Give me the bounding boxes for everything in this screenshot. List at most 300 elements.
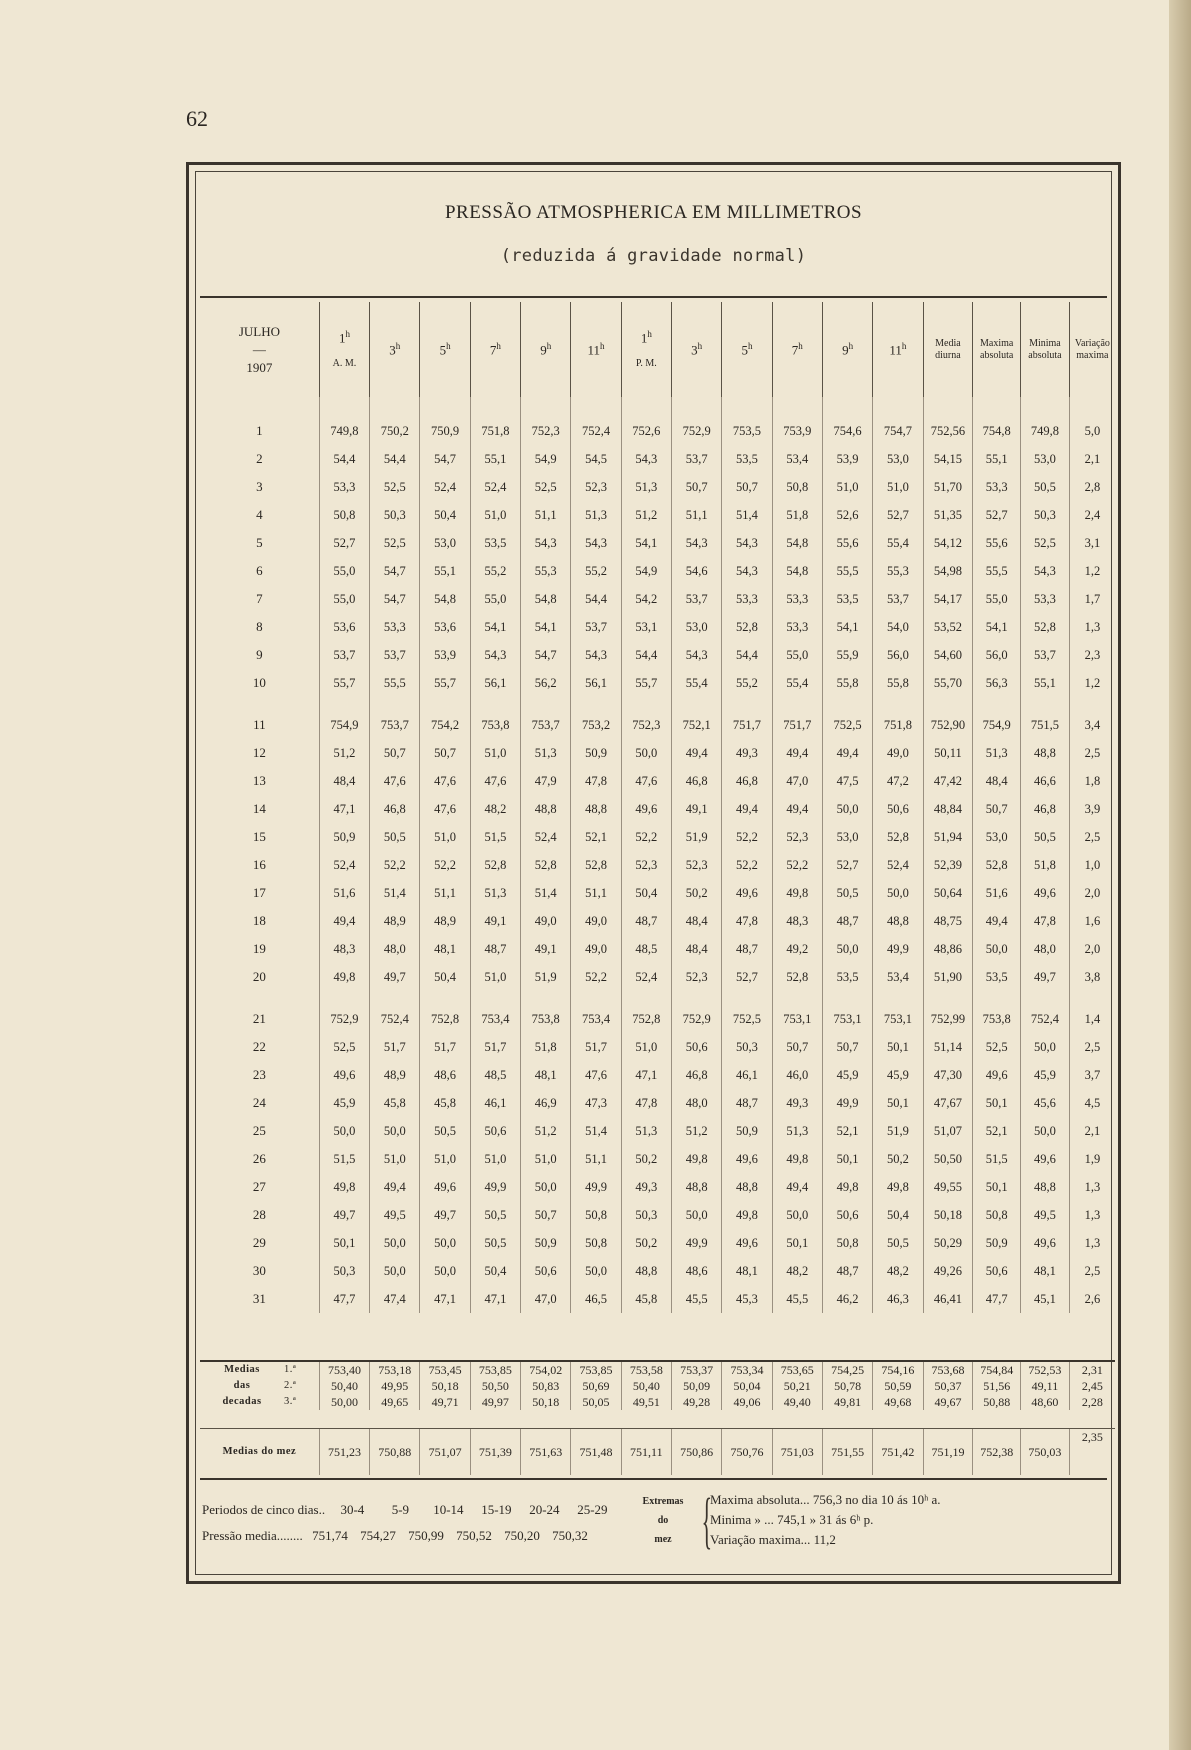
value-cell: 54,3 <box>722 529 772 557</box>
decade-number: 3.ª <box>284 1396 297 1407</box>
value-cell: 52,2 <box>370 851 420 879</box>
value-cell: 49,8 <box>822 1173 872 1201</box>
media-header-label: Media diurna <box>935 337 961 361</box>
value-cell: 53,9 <box>420 641 470 669</box>
decade-label-word: decadas <box>222 1396 262 1407</box>
decade-label-word: Medias <box>224 1364 260 1375</box>
decade-means-body <box>200 1362 1115 1410</box>
value-cell: 49,6 <box>420 1173 470 1201</box>
day-row <box>200 529 1115 557</box>
hour-label: 11 <box>889 342 902 358</box>
day-cell: 25 <box>252 1123 266 1138</box>
hour-suffix: h <box>496 340 501 351</box>
value-cell: 50,2 <box>621 1229 671 1257</box>
period-value: 5-9 <box>391 1502 410 1517</box>
value-cell: 48,4 <box>973 767 1021 795</box>
decade-value-cell: 50,88 <box>973 1394 1021 1410</box>
value-cell: 52,5 <box>1021 529 1070 557</box>
pressure-table <box>200 302 1115 1313</box>
value-cell: 49,6 <box>722 879 772 907</box>
hour-header <box>319 302 369 397</box>
value-cell: 54,60 <box>923 641 973 669</box>
day-cell: 3 <box>256 479 263 494</box>
decade-value-cell: 49,51 <box>621 1394 671 1410</box>
value-cell: 50,6 <box>521 1257 571 1285</box>
value-cell: 50,0 <box>671 1201 721 1229</box>
value-cell: 3,7 <box>1069 1061 1115 1089</box>
hour-header <box>873 302 923 397</box>
value-cell: 51,5 <box>470 823 520 851</box>
value-cell: 50,4 <box>873 1201 923 1229</box>
value-cell: 46,8 <box>671 767 721 795</box>
value-cell: 752,4 <box>1021 991 1070 1033</box>
day-row <box>200 935 1115 963</box>
month-mean-cell: 751,07 <box>420 1429 470 1475</box>
value-cell: 45,1 <box>1021 1285 1070 1313</box>
decade-value-cell: 49,67 <box>923 1394 973 1410</box>
value-cell: 51,9 <box>521 963 571 991</box>
value-cell: 5,0 <box>1069 397 1115 445</box>
day-cell: 29 <box>252 1235 266 1250</box>
value-cell: 47,67 <box>923 1089 973 1117</box>
pressure-value: 750,20 <box>504 1528 540 1543</box>
value-cell: 51,0 <box>420 1145 470 1173</box>
value-cell: 53,4 <box>772 445 822 473</box>
hour-label: 9 <box>842 342 849 358</box>
value-cell: 49,7 <box>370 963 420 991</box>
value-cell: 49,9 <box>822 1089 872 1117</box>
month-means-row <box>200 1429 1115 1475</box>
value-cell: 50,0 <box>822 795 872 823</box>
month-label: JULHO <box>238 323 280 339</box>
value-cell: 53,0 <box>1021 445 1070 473</box>
value-cell: 50,4 <box>420 501 470 529</box>
value-cell: 52,5 <box>370 529 420 557</box>
extremes-brace: { <box>701 1487 713 1555</box>
value-cell: 47,30 <box>923 1061 973 1089</box>
value-cell: 49,1 <box>521 935 571 963</box>
value-cell: 53,6 <box>319 613 369 641</box>
value-cell: 48,1 <box>722 1257 772 1285</box>
value-cell: 752,3 <box>621 697 671 739</box>
value-cell: 50,18 <box>923 1201 973 1229</box>
value-cell: 47,1 <box>319 795 369 823</box>
value-cell: 752,8 <box>621 991 671 1033</box>
decade-value-cell: 50,40 <box>319 1378 369 1394</box>
value-cell: 53,7 <box>1021 641 1070 669</box>
value-cell: 48,8 <box>571 795 621 823</box>
value-cell: 49,4 <box>370 1173 420 1201</box>
value-cell: 50,2 <box>873 1145 923 1173</box>
value-cell: 53,3 <box>319 473 369 501</box>
value-cell: 54,8 <box>772 557 822 585</box>
month-mean-cell: 750,86 <box>671 1429 721 1475</box>
value-cell: 50,5 <box>822 879 872 907</box>
value-cell: 754,9 <box>319 697 369 739</box>
decade-value-cell: 753,58 <box>621 1362 671 1378</box>
value-cell: 52,3 <box>671 963 721 991</box>
day-row <box>200 697 1115 739</box>
value-cell: 54,1 <box>822 613 872 641</box>
day-cell: 8 <box>256 619 263 634</box>
value-cell: 1,4 <box>1069 991 1115 1033</box>
value-cell: 50,0 <box>1021 1033 1070 1061</box>
period-value: 30-4 <box>340 1502 365 1517</box>
value-cell: 751,8 <box>470 397 520 445</box>
value-cell: 1,3 <box>1069 1229 1115 1257</box>
value-cell: 47,6 <box>571 1061 621 1089</box>
value-cell: 45,5 <box>671 1285 721 1313</box>
value-cell: 50,3 <box>370 501 420 529</box>
value-cell: 752,4 <box>571 397 621 445</box>
hour-label: 3 <box>389 342 396 358</box>
value-cell: 752,4 <box>370 991 420 1033</box>
value-cell: 46,2 <box>822 1285 872 1313</box>
value-cell: 51,4 <box>521 879 571 907</box>
value-cell: 753,8 <box>521 991 571 1033</box>
value-cell: 49,7 <box>319 1201 369 1229</box>
value-cell: 54,5 <box>571 445 621 473</box>
value-cell: 751,8 <box>873 697 923 739</box>
value-cell: 50,7 <box>822 1033 872 1061</box>
value-cell: 50,4 <box>621 879 671 907</box>
value-cell: 56,1 <box>571 669 621 697</box>
value-cell: 47,5 <box>822 767 872 795</box>
month-means-label: Medias do mez <box>222 1446 297 1457</box>
day-row <box>200 1061 1115 1089</box>
value-cell: 1,2 <box>1069 669 1115 697</box>
hour-label: 1 <box>640 330 648 346</box>
hour-suffix: h <box>647 328 652 339</box>
value-cell: 55,5 <box>973 557 1021 585</box>
value-cell: 49,8 <box>671 1145 721 1173</box>
value-cell: 54,3 <box>722 557 772 585</box>
decade-value-cell: 754,02 <box>521 1362 571 1378</box>
decade-value-cell: 50,00 <box>319 1394 369 1410</box>
value-cell: 2,6 <box>1069 1285 1115 1313</box>
minima-header <box>1021 302 1070 397</box>
value-cell: 2,5 <box>1069 1033 1115 1061</box>
month-mean-cell: 750,76 <box>722 1429 772 1475</box>
value-cell: 48,84 <box>923 795 973 823</box>
day-cell: 31 <box>252 1291 266 1306</box>
value-cell: 48,1 <box>420 935 470 963</box>
value-cell: 51,3 <box>772 1117 822 1145</box>
value-cell: 53,0 <box>973 823 1021 851</box>
month-variacao-cell: 2,35 <box>1069 1429 1115 1475</box>
decade-value-cell: 753,85 <box>470 1362 520 1378</box>
value-cell: 55,6 <box>973 529 1021 557</box>
decade-label-word: das <box>233 1380 251 1391</box>
value-cell: 52,2 <box>571 963 621 991</box>
value-cell: 53,9 <box>822 445 872 473</box>
value-cell: 49,2 <box>772 935 822 963</box>
decade-label-cell <box>200 1394 319 1410</box>
day-row <box>200 1117 1115 1145</box>
table-title: PRESSÃO ATMOSPHERICA EM MILLIMETROS <box>444 202 863 223</box>
value-cell: 47,4 <box>370 1285 420 1313</box>
value-cell: 52,4 <box>420 473 470 501</box>
value-cell: 50,0 <box>319 1117 369 1145</box>
value-cell: 51,2 <box>621 501 671 529</box>
day-row <box>200 1229 1115 1257</box>
month-mean-cell: 752,38 <box>973 1429 1021 1475</box>
value-cell: 51,0 <box>470 739 520 767</box>
day-row <box>200 907 1115 935</box>
day-row <box>200 795 1115 823</box>
value-cell: 51,9 <box>671 823 721 851</box>
value-cell: 51,6 <box>973 879 1021 907</box>
value-cell: 2,0 <box>1069 879 1115 907</box>
day-row <box>200 1257 1115 1285</box>
periods-values <box>328 1502 616 1517</box>
value-cell: 56,0 <box>973 641 1021 669</box>
month-mean-cell: 751,55 <box>822 1429 872 1475</box>
value-cell: 50,50 <box>923 1145 973 1173</box>
hour-suffix: h <box>446 340 451 351</box>
hour-header <box>822 302 872 397</box>
value-cell: 51,1 <box>571 879 621 907</box>
value-cell: 54,8 <box>521 585 571 613</box>
value-cell: 752,9 <box>671 397 721 445</box>
value-cell: 752,90 <box>923 697 973 739</box>
value-cell: 48,0 <box>370 935 420 963</box>
day-row <box>200 851 1115 879</box>
decade-value-cell: 754,25 <box>822 1362 872 1378</box>
value-cell: 52,1 <box>822 1117 872 1145</box>
day-cell: 23 <box>252 1067 266 1082</box>
decade-value-cell: 50,18 <box>420 1378 470 1394</box>
day-row <box>200 1145 1115 1173</box>
table-body <box>200 397 1115 1313</box>
decade-label-cell <box>200 1362 319 1378</box>
value-cell: 2,0 <box>1069 935 1115 963</box>
value-cell: 751,5 <box>1021 697 1070 739</box>
value-cell: 51,14 <box>923 1033 973 1061</box>
pressure-label: Pressão media........ <box>202 1528 303 1543</box>
value-cell: 754,6 <box>822 397 872 445</box>
variacao-header <box>1069 302 1115 397</box>
decade-row <box>200 1394 1115 1410</box>
value-cell: 48,7 <box>822 907 872 935</box>
value-cell: 55,1 <box>470 445 520 473</box>
value-cell: 47,6 <box>420 767 470 795</box>
value-cell: 45,9 <box>822 1061 872 1089</box>
value-cell: 750,2 <box>370 397 420 445</box>
hour-suffix: h <box>901 340 907 351</box>
value-cell: 2,5 <box>1069 823 1115 851</box>
value-cell: 46,8 <box>370 795 420 823</box>
value-cell: 46,3 <box>873 1285 923 1313</box>
value-cell: 50,0 <box>521 1173 571 1201</box>
value-cell: 1,0 <box>1069 851 1115 879</box>
day-cell: 12 <box>252 745 266 760</box>
value-cell: 55,1 <box>420 557 470 585</box>
hour-suffix: h <box>848 340 854 351</box>
value-cell: 50,1 <box>873 1089 923 1117</box>
value-cell: 50,7 <box>973 795 1021 823</box>
value-cell: 47,7 <box>319 1285 369 1313</box>
value-cell: 48,86 <box>923 935 973 963</box>
value-cell: 49,0 <box>521 907 571 935</box>
value-cell: 54,9 <box>521 445 571 473</box>
value-cell: 47,8 <box>1021 907 1070 935</box>
value-cell: 754,8 <box>973 397 1021 445</box>
value-cell: 50,0 <box>420 1257 470 1285</box>
value-cell: 49,55 <box>923 1173 973 1201</box>
table-frame <box>186 162 1121 1584</box>
value-cell: 49,0 <box>571 935 621 963</box>
periods-line <box>202 1502 616 1518</box>
value-cell: 47,6 <box>370 767 420 795</box>
value-cell: 51,94 <box>923 823 973 851</box>
value-cell: 51,1 <box>571 1145 621 1173</box>
value-cell: 48,9 <box>420 907 470 935</box>
value-cell: 49,4 <box>772 1173 822 1201</box>
hour-header <box>671 302 721 397</box>
value-cell: 50,4 <box>470 1257 520 1285</box>
day-row <box>200 1201 1115 1229</box>
decade-value-cell: 49,95 <box>370 1378 420 1394</box>
value-cell: 3,4 <box>1069 697 1115 739</box>
value-cell: 49,5 <box>370 1201 420 1229</box>
day-row <box>200 767 1115 795</box>
value-cell: 53,0 <box>420 529 470 557</box>
day-row <box>200 613 1115 641</box>
value-cell: 753,8 <box>973 991 1021 1033</box>
value-cell: 48,2 <box>873 1257 923 1285</box>
pressure-value: 751,74 <box>312 1528 348 1543</box>
pressure-value: 750,99 <box>408 1528 444 1543</box>
value-cell: 51,0 <box>370 1145 420 1173</box>
value-cell: 50,2 <box>671 879 721 907</box>
value-cell: 49,6 <box>722 1145 772 1173</box>
value-cell: 50,5 <box>470 1201 520 1229</box>
day-cell: 13 <box>252 773 266 788</box>
day-row <box>200 1089 1115 1117</box>
month-mean-cell: 751,11 <box>621 1429 671 1475</box>
value-cell: 53,5 <box>722 445 772 473</box>
value-cell: 54,4 <box>319 445 369 473</box>
value-cell: 52,6 <box>822 501 872 529</box>
value-cell: 49,6 <box>319 1061 369 1089</box>
hour-header <box>521 302 571 397</box>
value-cell: 50,7 <box>772 1033 822 1061</box>
decade-value-cell: 50,21 <box>772 1378 822 1394</box>
hour-label: 5 <box>439 342 447 358</box>
value-cell: 50,6 <box>822 1201 872 1229</box>
value-cell: 3,1 <box>1069 529 1115 557</box>
value-cell: 50,1 <box>973 1173 1021 1201</box>
value-cell: 54,3 <box>470 641 520 669</box>
value-cell: 54,7 <box>370 585 420 613</box>
hour-suffix: h <box>747 340 753 351</box>
value-cell: 2,8 <box>1069 473 1115 501</box>
value-cell: 52,4 <box>521 823 571 851</box>
decade-value-cell: 754,84 <box>973 1362 1021 1378</box>
value-cell: 47,2 <box>873 767 923 795</box>
value-cell: 51,0 <box>521 1145 571 1173</box>
value-cell: 753,1 <box>772 991 822 1033</box>
decade-value-cell: 49,11 <box>1021 1378 1070 1394</box>
value-cell: 53,3 <box>1021 585 1070 613</box>
decade-row <box>200 1362 1115 1378</box>
value-cell: 53,6 <box>420 613 470 641</box>
day-cell: 15 <box>252 829 266 844</box>
value-cell: 750,9 <box>420 397 470 445</box>
decade-value-cell: 2,28 <box>1069 1394 1115 1410</box>
value-cell: 53,3 <box>772 613 822 641</box>
value-cell: 54,7 <box>521 641 571 669</box>
value-cell: 52,8 <box>1021 613 1070 641</box>
value-cell: 51,0 <box>621 1033 671 1061</box>
hour-label: 7 <box>791 342 799 358</box>
value-cell: 48,7 <box>822 1257 872 1285</box>
value-cell: 752,56 <box>923 397 973 445</box>
value-cell: 51,4 <box>722 501 772 529</box>
decade-value-cell: 50,05 <box>571 1394 621 1410</box>
value-cell: 50,0 <box>420 1229 470 1257</box>
hour-label: 3 <box>691 342 698 358</box>
value-cell: 48,4 <box>671 907 721 935</box>
value-cell: 48,2 <box>772 1257 822 1285</box>
pressure-table-wrap <box>200 302 1115 1313</box>
value-cell: 50,8 <box>822 1229 872 1257</box>
value-cell: 50,5 <box>470 1229 520 1257</box>
value-cell: 51,2 <box>671 1117 721 1145</box>
value-cell: 48,75 <box>923 907 973 935</box>
value-cell: 51,7 <box>420 1033 470 1061</box>
value-cell: 51,1 <box>671 501 721 529</box>
decade-value-cell: 2,45 <box>1069 1378 1115 1394</box>
value-cell: 47,1 <box>420 1285 470 1313</box>
value-cell: 50,7 <box>420 739 470 767</box>
value-cell: 53,0 <box>873 445 923 473</box>
day-cell: 26 <box>252 1151 266 1166</box>
month-mean-cell: 750,88 <box>370 1429 420 1475</box>
value-cell: 55,1 <box>1021 669 1070 697</box>
value-cell: 52,3 <box>571 473 621 501</box>
decade-value-cell: 49,68 <box>873 1394 923 1410</box>
value-cell: 54,1 <box>521 613 571 641</box>
month-mean-cell: 750,03 <box>1021 1429 1070 1475</box>
value-cell: 46,41 <box>923 1285 973 1313</box>
value-cell: 47,8 <box>621 1089 671 1117</box>
value-cell: 55,5 <box>822 557 872 585</box>
value-cell: 48,6 <box>420 1061 470 1089</box>
value-cell: 4,5 <box>1069 1089 1115 1117</box>
value-cell: 50,6 <box>671 1033 721 1061</box>
day-cell: 11 <box>253 717 266 732</box>
value-cell: 47,0 <box>772 767 822 795</box>
value-cell: 1,8 <box>1069 767 1115 795</box>
value-cell: 51,4 <box>370 879 420 907</box>
value-cell: 51,0 <box>470 1145 520 1173</box>
value-cell: 50,5 <box>1021 823 1070 851</box>
value-cell: 54,3 <box>621 445 671 473</box>
day-cell: 24 <box>252 1095 266 1110</box>
value-cell: 54,3 <box>1021 557 1070 585</box>
day-cell: 16 <box>252 857 266 872</box>
value-cell: 49,8 <box>873 1173 923 1201</box>
value-cell: 54,4 <box>370 445 420 473</box>
value-cell: 54,15 <box>923 445 973 473</box>
value-cell: 52,4 <box>470 473 520 501</box>
value-cell: 48,1 <box>521 1061 571 1089</box>
value-cell: 55,70 <box>923 669 973 697</box>
decade-means-table <box>200 1362 1115 1410</box>
value-cell: 52,7 <box>873 501 923 529</box>
